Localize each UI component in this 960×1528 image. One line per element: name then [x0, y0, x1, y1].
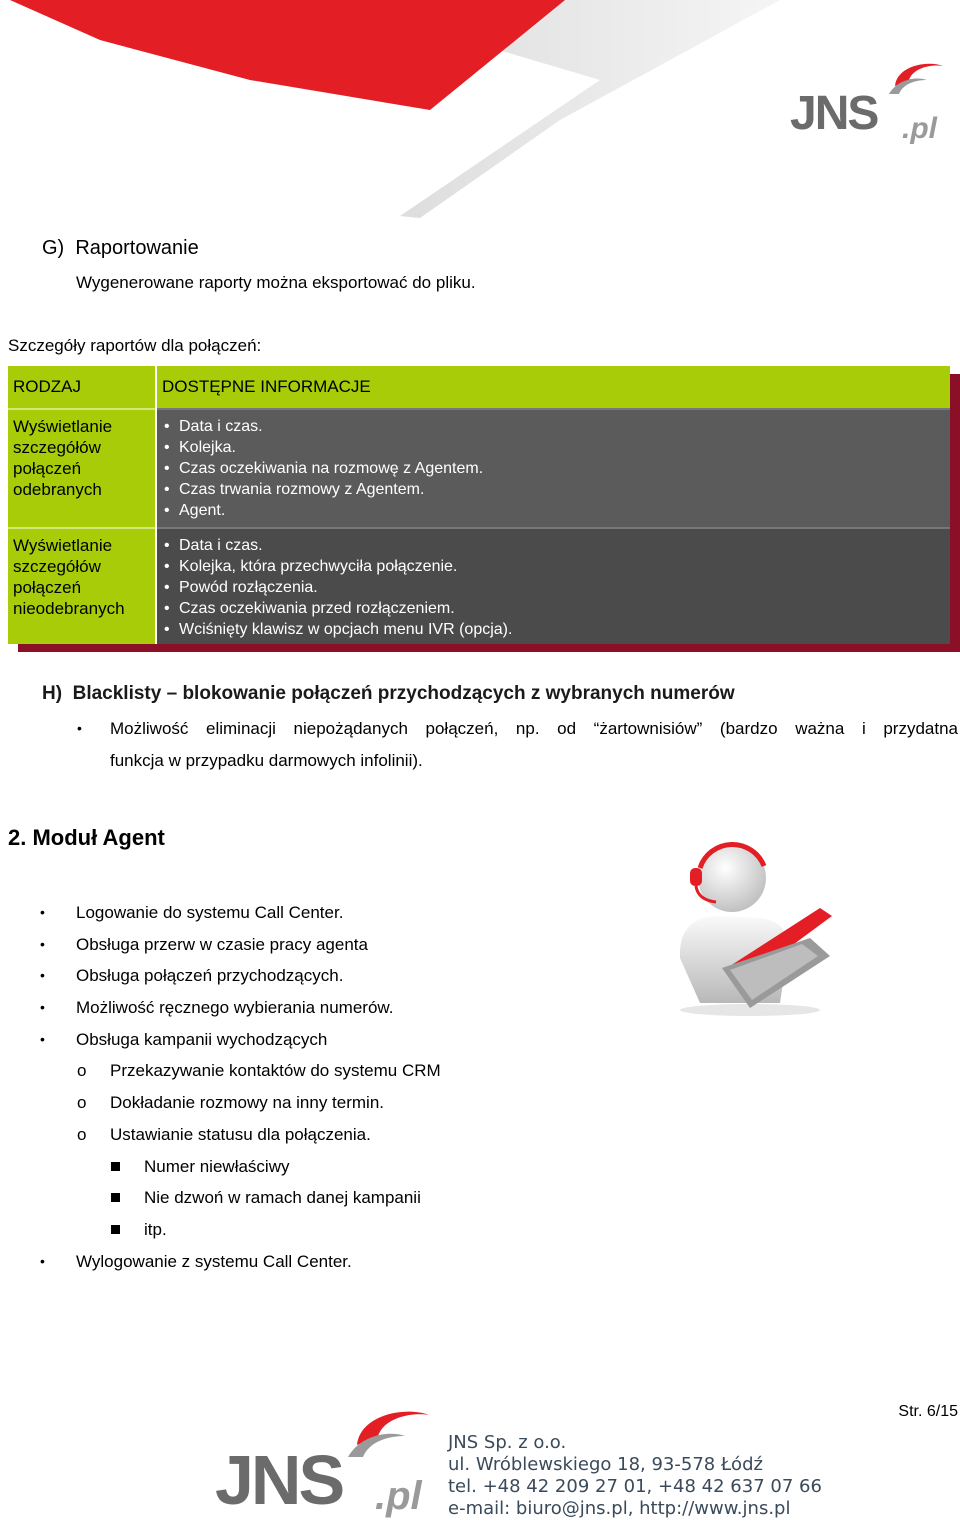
info-item: • Czas trwania rozmowy z Agentem.	[162, 479, 945, 500]
list-item	[0, 934, 640, 966]
list-item-text: Wylogowanie z systemu Call Center.	[76, 1251, 352, 1271]
list-item	[0, 965, 640, 997]
list-item	[0, 1092, 640, 1124]
list-item	[0, 1156, 640, 1188]
info-item: • Data i czas.	[162, 416, 945, 437]
list-item-text: Dokładanie rozmowy na inny termin.	[110, 1093, 385, 1113]
report-details-table	[8, 366, 950, 644]
table-row	[8, 409, 950, 528]
info-item: • Kolejka.	[162, 437, 945, 458]
section-g-text: Wygenerowane raporty można eksportować do pliku.	[76, 273, 476, 292]
list-item-text: Logowanie do systemu Call Center.	[76, 903, 344, 922]
table-row	[8, 528, 950, 644]
module-agent-title: 2. Moduł Agent	[8, 825, 165, 850]
section-h-bullet-icon: •	[77, 720, 82, 736]
section-h-line1: Możliwość eliminacji niepożądanych połączeń, np. od “żartownisiów” (bardzo ważna i przydatna	[110, 719, 958, 738]
list-item-text: Obsługa połączeń przychodzących.	[76, 966, 344, 986]
info-item: • Wciśnięty klawisz w opcjach menu IVR (opcja).	[162, 619, 945, 640]
info-item: • Data i czas.	[162, 535, 945, 556]
list-item	[0, 1060, 640, 1092]
section-h-line2: funkcja w przypadku darmowych infolinii).	[110, 751, 423, 770]
company-phone: tel. +48 42 209 27 01, +48 42 637 07 66	[448, 1476, 822, 1497]
page-number: Str. 6/15	[898, 1403, 958, 1420]
list-item	[0, 902, 640, 934]
info-item: • Czas oczekiwania przed rozłączeniem.	[162, 598, 945, 619]
company-email: e-mail: biuro@jns.pl, http://www.jns.pl	[448, 1498, 791, 1519]
column-header-info: DOSTĘPNE INFORMACJE	[156, 366, 950, 409]
company-name: JNS Sp. z o.o.	[448, 1432, 567, 1453]
list-item	[0, 1219, 640, 1251]
footer-company-info	[448, 1432, 822, 1520]
column-header-type: RODZAJ	[8, 366, 156, 409]
list-item	[0, 1251, 640, 1283]
list-item-text: Możliwość ręcznego wybierania numerów.	[76, 998, 394, 1018]
list-item	[0, 1187, 640, 1219]
row-info-cell	[156, 409, 950, 528]
info-item: • Kolejka, która przechwyciła połączenie.	[162, 556, 945, 577]
logo-text: JNS	[790, 87, 878, 140]
table-header-row	[8, 366, 950, 409]
logo-suffix: .pl	[902, 112, 937, 145]
agent-illustration-icon	[670, 838, 840, 1018]
report-details-heading: Szczegóły raportów dla połączeń:	[8, 336, 262, 355]
info-item: • Czas oczekiwania na rozmowę z Agentem.	[162, 458, 945, 479]
row-type-cell: Wyświetlanie szczegółów połączeń odebranych	[8, 409, 156, 528]
list-item-text: Ustawianie statusu dla połączenia.	[110, 1124, 371, 1144]
list-item-text: Obsługa przerw w czasie pracy agenta	[76, 934, 368, 954]
footer-logo-text: JNS	[215, 1441, 343, 1519]
list-item	[0, 997, 640, 1029]
section-g-title: G) Raportowanie	[42, 237, 199, 259]
list-item-text: Numer niewłaściwy	[144, 1156, 290, 1176]
logo-swoosh-icon	[345, 1400, 435, 1460]
list-item	[0, 1124, 640, 1156]
list-item	[0, 1029, 640, 1061]
info-item: • Powód rozłączenia.	[162, 577, 945, 598]
list-item-text: Obsługa kampanii wychodzących	[76, 1029, 328, 1049]
list-item-text: itp.	[144, 1219, 167, 1239]
section-h-title: H) Blacklisty – blokowanie połączeń przychodzących z wybranych numerów	[42, 683, 735, 704]
row-type-cell: Wyświetlanie szczegółów połączeń nieodebranych	[8, 528, 156, 644]
row-info-cell	[156, 528, 950, 644]
list-item-text: Nie dzwoń w ramach danej kampanii	[144, 1188, 421, 1208]
header-logo	[790, 56, 955, 151]
footer-logo-suffix: .pl	[375, 1474, 422, 1518]
company-address: ul. Wróblewskiego 18, 93-578 Łódź	[448, 1454, 763, 1475]
agent-feature-list	[0, 902, 640, 1282]
info-item: • Agent.	[162, 500, 945, 521]
list-item-text: Przekazywanie kontaktów do systemu CRM	[110, 1061, 441, 1081]
footer-logo	[215, 1400, 440, 1525]
logo-swoosh-icon	[887, 56, 947, 96]
